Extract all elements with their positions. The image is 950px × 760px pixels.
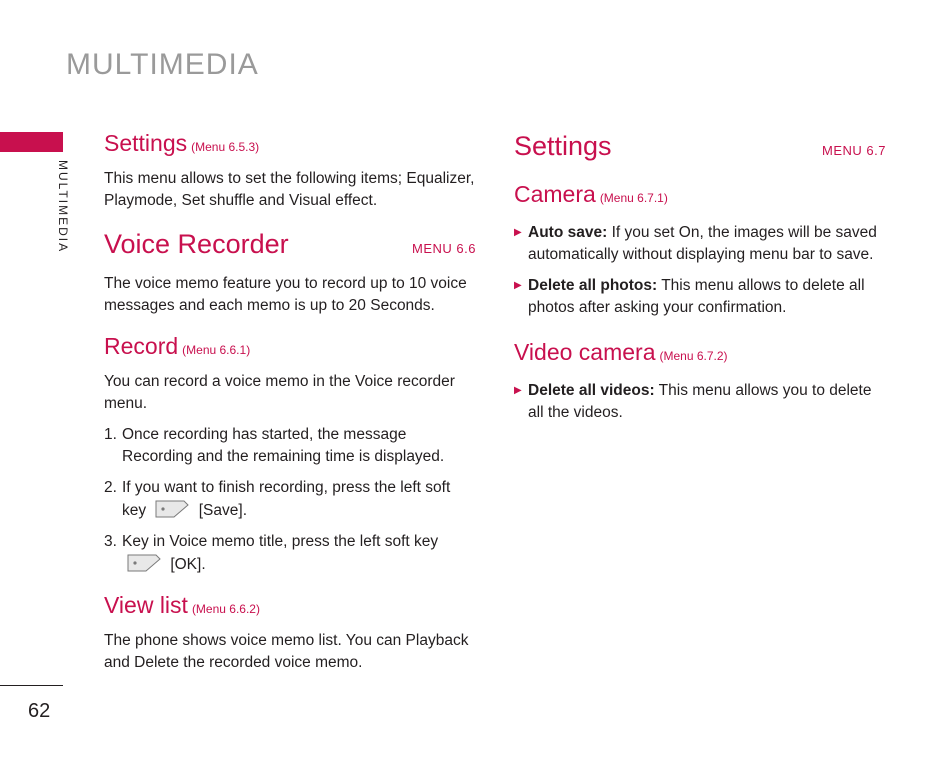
camera-item-auto-save	[514, 222, 886, 266]
voice-recorder-menu-code: MENU 6.6	[412, 241, 476, 256]
step-1	[104, 424, 476, 468]
bullet-text	[528, 275, 886, 319]
step-text-before: Key in Voice memo title, press the left soft key	[122, 533, 439, 550]
settings-body: This menu allows to set the following items; Equalizer, Playmode, Set shuffle and Visual effect.	[104, 170, 475, 209]
bullet-text	[528, 222, 886, 266]
left-soft-key-icon	[154, 499, 190, 519]
camera-heading-text: Camera	[514, 181, 596, 207]
triangle-right-icon: ▶	[514, 385, 522, 396]
camera-heading	[514, 179, 886, 213]
bullet-term: Delete all photos:	[528, 277, 658, 294]
left-soft-key-icon	[126, 553, 162, 573]
view-list-body: The phone shows voice memo list. You can Playback and Delete the recorded voice memo.	[104, 632, 469, 671]
step-text-after: [Save].	[198, 502, 247, 519]
voice-recorder-heading	[104, 226, 476, 267]
step-text-after: [OK].	[170, 556, 206, 573]
triangle-right-icon: ▶	[514, 227, 522, 238]
camera-menu-ref: (Menu 6.7.1)	[599, 191, 668, 205]
settings-main-heading	[514, 128, 886, 169]
video-item-delete-all-videos	[514, 380, 886, 424]
step-text	[122, 477, 476, 522]
page-header-title: MULTIMEDIA	[66, 48, 259, 81]
view-list-heading	[104, 590, 476, 624]
video-camera-heading	[514, 337, 886, 371]
settings-menu-ref: (Menu 6.5.3)	[191, 140, 260, 154]
record-heading-text: Record	[104, 333, 179, 359]
view-list-heading-text: View list	[104, 592, 188, 618]
triangle-right-icon: ▶	[514, 280, 522, 291]
side-section-label: MULTIMEDIA	[56, 160, 70, 254]
step-text: Once recording has started, the message Recording and the remaining time is displayed.	[122, 426, 445, 465]
bullet-term: Delete all videos:	[528, 382, 655, 399]
bullet-text	[528, 380, 886, 424]
video-camera-heading-text: Video camera	[514, 339, 656, 365]
right-column	[514, 128, 886, 424]
step-number: 2.	[104, 479, 117, 496]
settings-heading-text: Settings	[104, 130, 188, 156]
camera-item-delete-all-photos	[514, 275, 886, 319]
left-column	[104, 128, 476, 674]
view-list-menu-ref: (Menu 6.6.2)	[191, 602, 260, 616]
bullet-desc: This menu allows you to delete all the videos.	[528, 382, 872, 421]
page-number: 62	[28, 700, 51, 722]
video-camera-menu-ref: (Menu 6.7.2)	[659, 349, 728, 363]
bullet-term: Auto save:	[528, 224, 608, 241]
record-menu-ref: (Menu 6.6.1)	[182, 343, 251, 357]
bullet-desc: This menu allows to delete all photos after asking your confirmation.	[528, 277, 865, 316]
side-tab-bar	[0, 132, 63, 152]
step-2	[104, 477, 476, 522]
voice-recorder-body: The voice memo feature you to record up to 10 voice messages and each memo is up to 20 Seconds.	[104, 275, 467, 314]
step-text	[122, 531, 438, 576]
step-3	[104, 531, 476, 576]
settings-heading	[104, 128, 476, 162]
bullet-desc: If you set On, the images will be saved automatically without displaying menu bar to save.	[528, 224, 877, 263]
step-number: 1.	[104, 426, 117, 443]
record-heading	[104, 331, 476, 365]
settings-main-title: Settings	[514, 131, 612, 161]
record-body: You can record a voice memo in the Voice recorder menu.	[104, 373, 455, 412]
voice-recorder-title: Voice Recorder	[104, 229, 289, 259]
step-number: 3.	[104, 533, 117, 550]
settings-menu-code: MENU 6.7	[822, 143, 886, 158]
footer-rule	[0, 685, 63, 686]
step-text-before: If you want to finish recording, press the left soft key	[122, 479, 451, 519]
